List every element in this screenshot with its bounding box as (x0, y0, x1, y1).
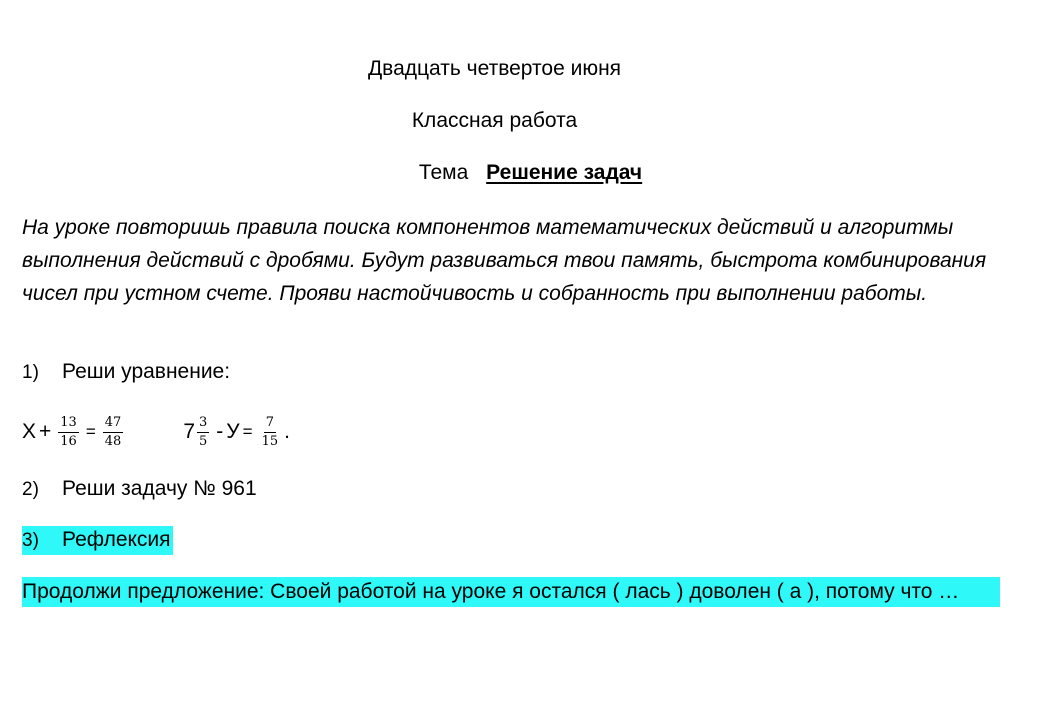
equation-1 (22, 415, 127, 450)
fraction-denominator: 15 (261, 433, 279, 449)
fraction-denominator: 16 (60, 433, 77, 449)
fraction-denominator: 5 (199, 433, 208, 449)
eq2-fraction-1 (197, 415, 209, 450)
eq2-whole-part: 7 (183, 420, 195, 443)
task-text: Реши задачу № 961 (62, 477, 257, 500)
date-text: Двадцать четвертое июня (367, 57, 622, 80)
eq1-fraction-1 (58, 415, 79, 450)
fraction-numerator: 47 (103, 415, 124, 433)
eq1-variable: Х (22, 420, 37, 443)
topic-heading (0, 160, 1061, 186)
eq2-minus: - (216, 420, 224, 443)
eq1-fraction-2 (103, 415, 124, 450)
work-type-heading (0, 108, 1025, 134)
work-type-text: Классная работа (411, 109, 578, 132)
intro-paragraph: На уроке повторишь правила поиска компонентов математических действий и алгоритмы выполнения действий с дробями. Будут развиваться твои память, быстрота комбинирования чисел при устном счете. Прояви настойчивость и собранность при выполнении работы. (22, 216, 987, 305)
fraction-denominator: 48 (104, 433, 122, 449)
eq1-plus: + (39, 420, 52, 443)
task-item-1 (22, 358, 230, 387)
eq1-equals: = (85, 422, 96, 441)
eq2-period: . (284, 420, 290, 443)
eq2-fraction-2 (260, 415, 281, 450)
task-text: Рефлексия (62, 528, 171, 551)
eq2-equals: = (242, 422, 253, 441)
task-number: 3) (22, 530, 39, 551)
fraction-numerator: 7 (264, 415, 276, 433)
topic-value: Решение задач (486, 161, 643, 184)
fraction-numerator: 3 (197, 415, 209, 433)
topic-label: Тема (418, 161, 469, 184)
fraction-numerator: 13 (58, 415, 79, 433)
eq2-variable: У (226, 420, 240, 443)
task-number: 1) (22, 362, 39, 383)
equations-row (22, 410, 290, 454)
task-item-2 (22, 475, 257, 504)
task-item-3 (22, 526, 173, 555)
task-number: 2) (22, 479, 39, 500)
task-text: Реши уравнение: (62, 360, 231, 383)
equation-2 (183, 415, 290, 450)
continue-sentence: Продолжи предложение: Своей работой на уроке я остался ( лась ) доволен ( а ), потому что … (22, 577, 1000, 607)
date-heading (0, 56, 1025, 82)
